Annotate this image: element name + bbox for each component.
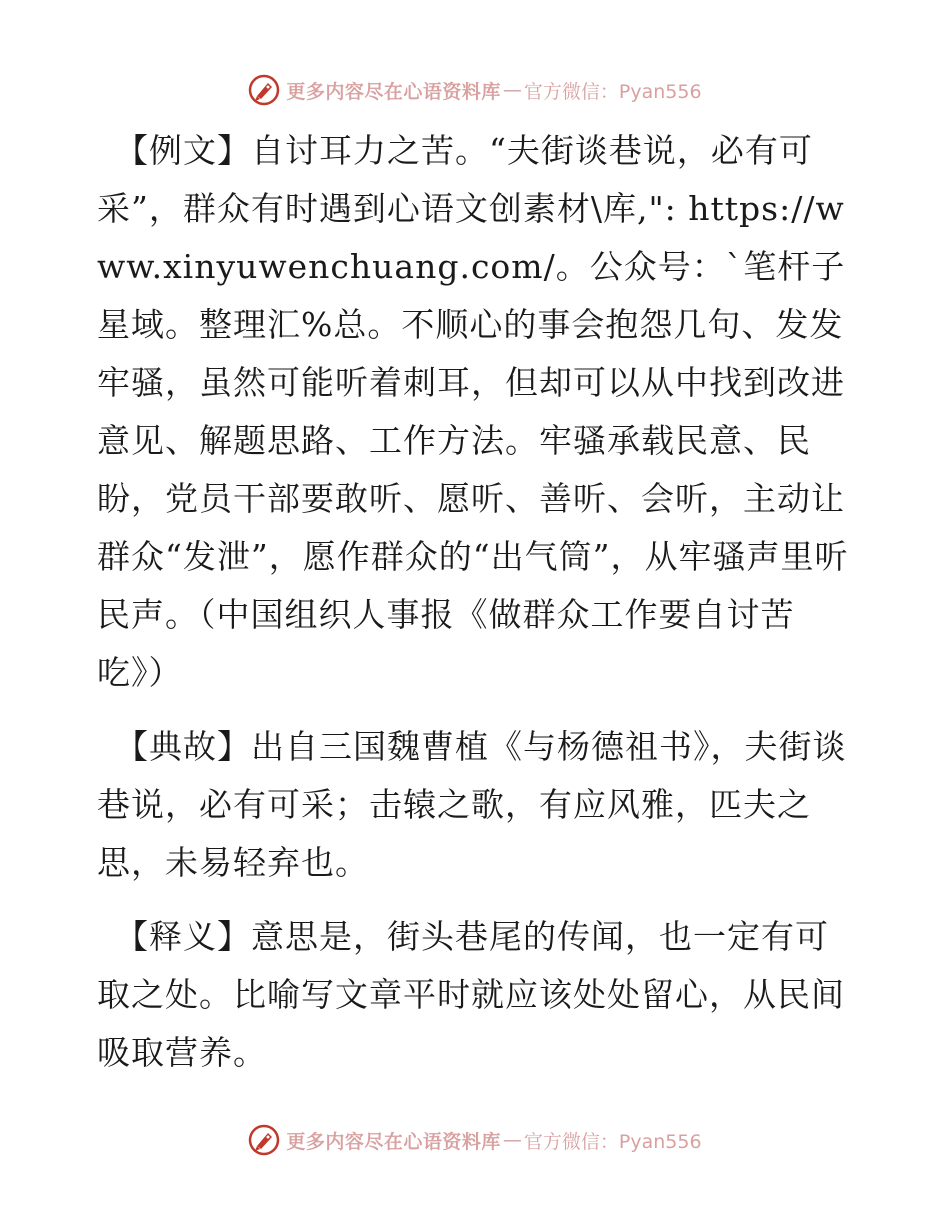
header-banner	[0, 70, 950, 110]
paragraph-example-text: 【例文】自讨耳力之苦。“夫街谈巷说，必有可采”，群众有时遇到心语文创素材\库,": https://www.xinyuwenchuang.com/。公众号：`笔杆子星域。整理汇%总。不顺心的事会抱怨几句、发发牢骚，虽然可能听着刺耳，但却可以从中找到改进意见、解题思路、工作方法。牢骚承载民意、民盼，党员干部要敢听、愿听、善听、会听，主动让群众“发泄”，愿作群众的“出气筒”，从牢骚声里听民声。（中国组织人事报《做群众工作要自讨苦吃》）	[97, 131, 849, 692]
footer-banner	[0, 1120, 950, 1160]
banner-contact: 官方微信：Pyan556	[523, 80, 702, 103]
banner-contact: 官方微信：Pyan556	[523, 1130, 702, 1153]
pen-nib-logo-icon	[248, 74, 280, 106]
paragraph-allusion-text: 【典故】出自三国魏曹植《与杨德祖书》，夫街谈巷说，必有可采；击辕之歌，有应风雅，匹夫之思，未易轻弃也。	[97, 727, 847, 882]
banner-text: 更多内容尽在心语资料库	[286, 80, 501, 103]
paragraph-example	[97, 122, 852, 702]
paragraph-meaning	[97, 908, 852, 1082]
pen-nib-logo-icon	[248, 1124, 280, 1156]
paragraph-meaning-text: 【释义】意思是，街头巷尾的传闻，也一定有可取之处。比喻写文章平时就应该处处留心，从民间吸取营养。	[97, 917, 845, 1072]
banner-dash: —	[502, 1129, 522, 1151]
banner-dash: —	[502, 79, 522, 101]
document-body	[97, 122, 852, 1098]
paragraph-allusion	[97, 718, 852, 892]
banner-text: 更多内容尽在心语资料库	[286, 1130, 501, 1153]
